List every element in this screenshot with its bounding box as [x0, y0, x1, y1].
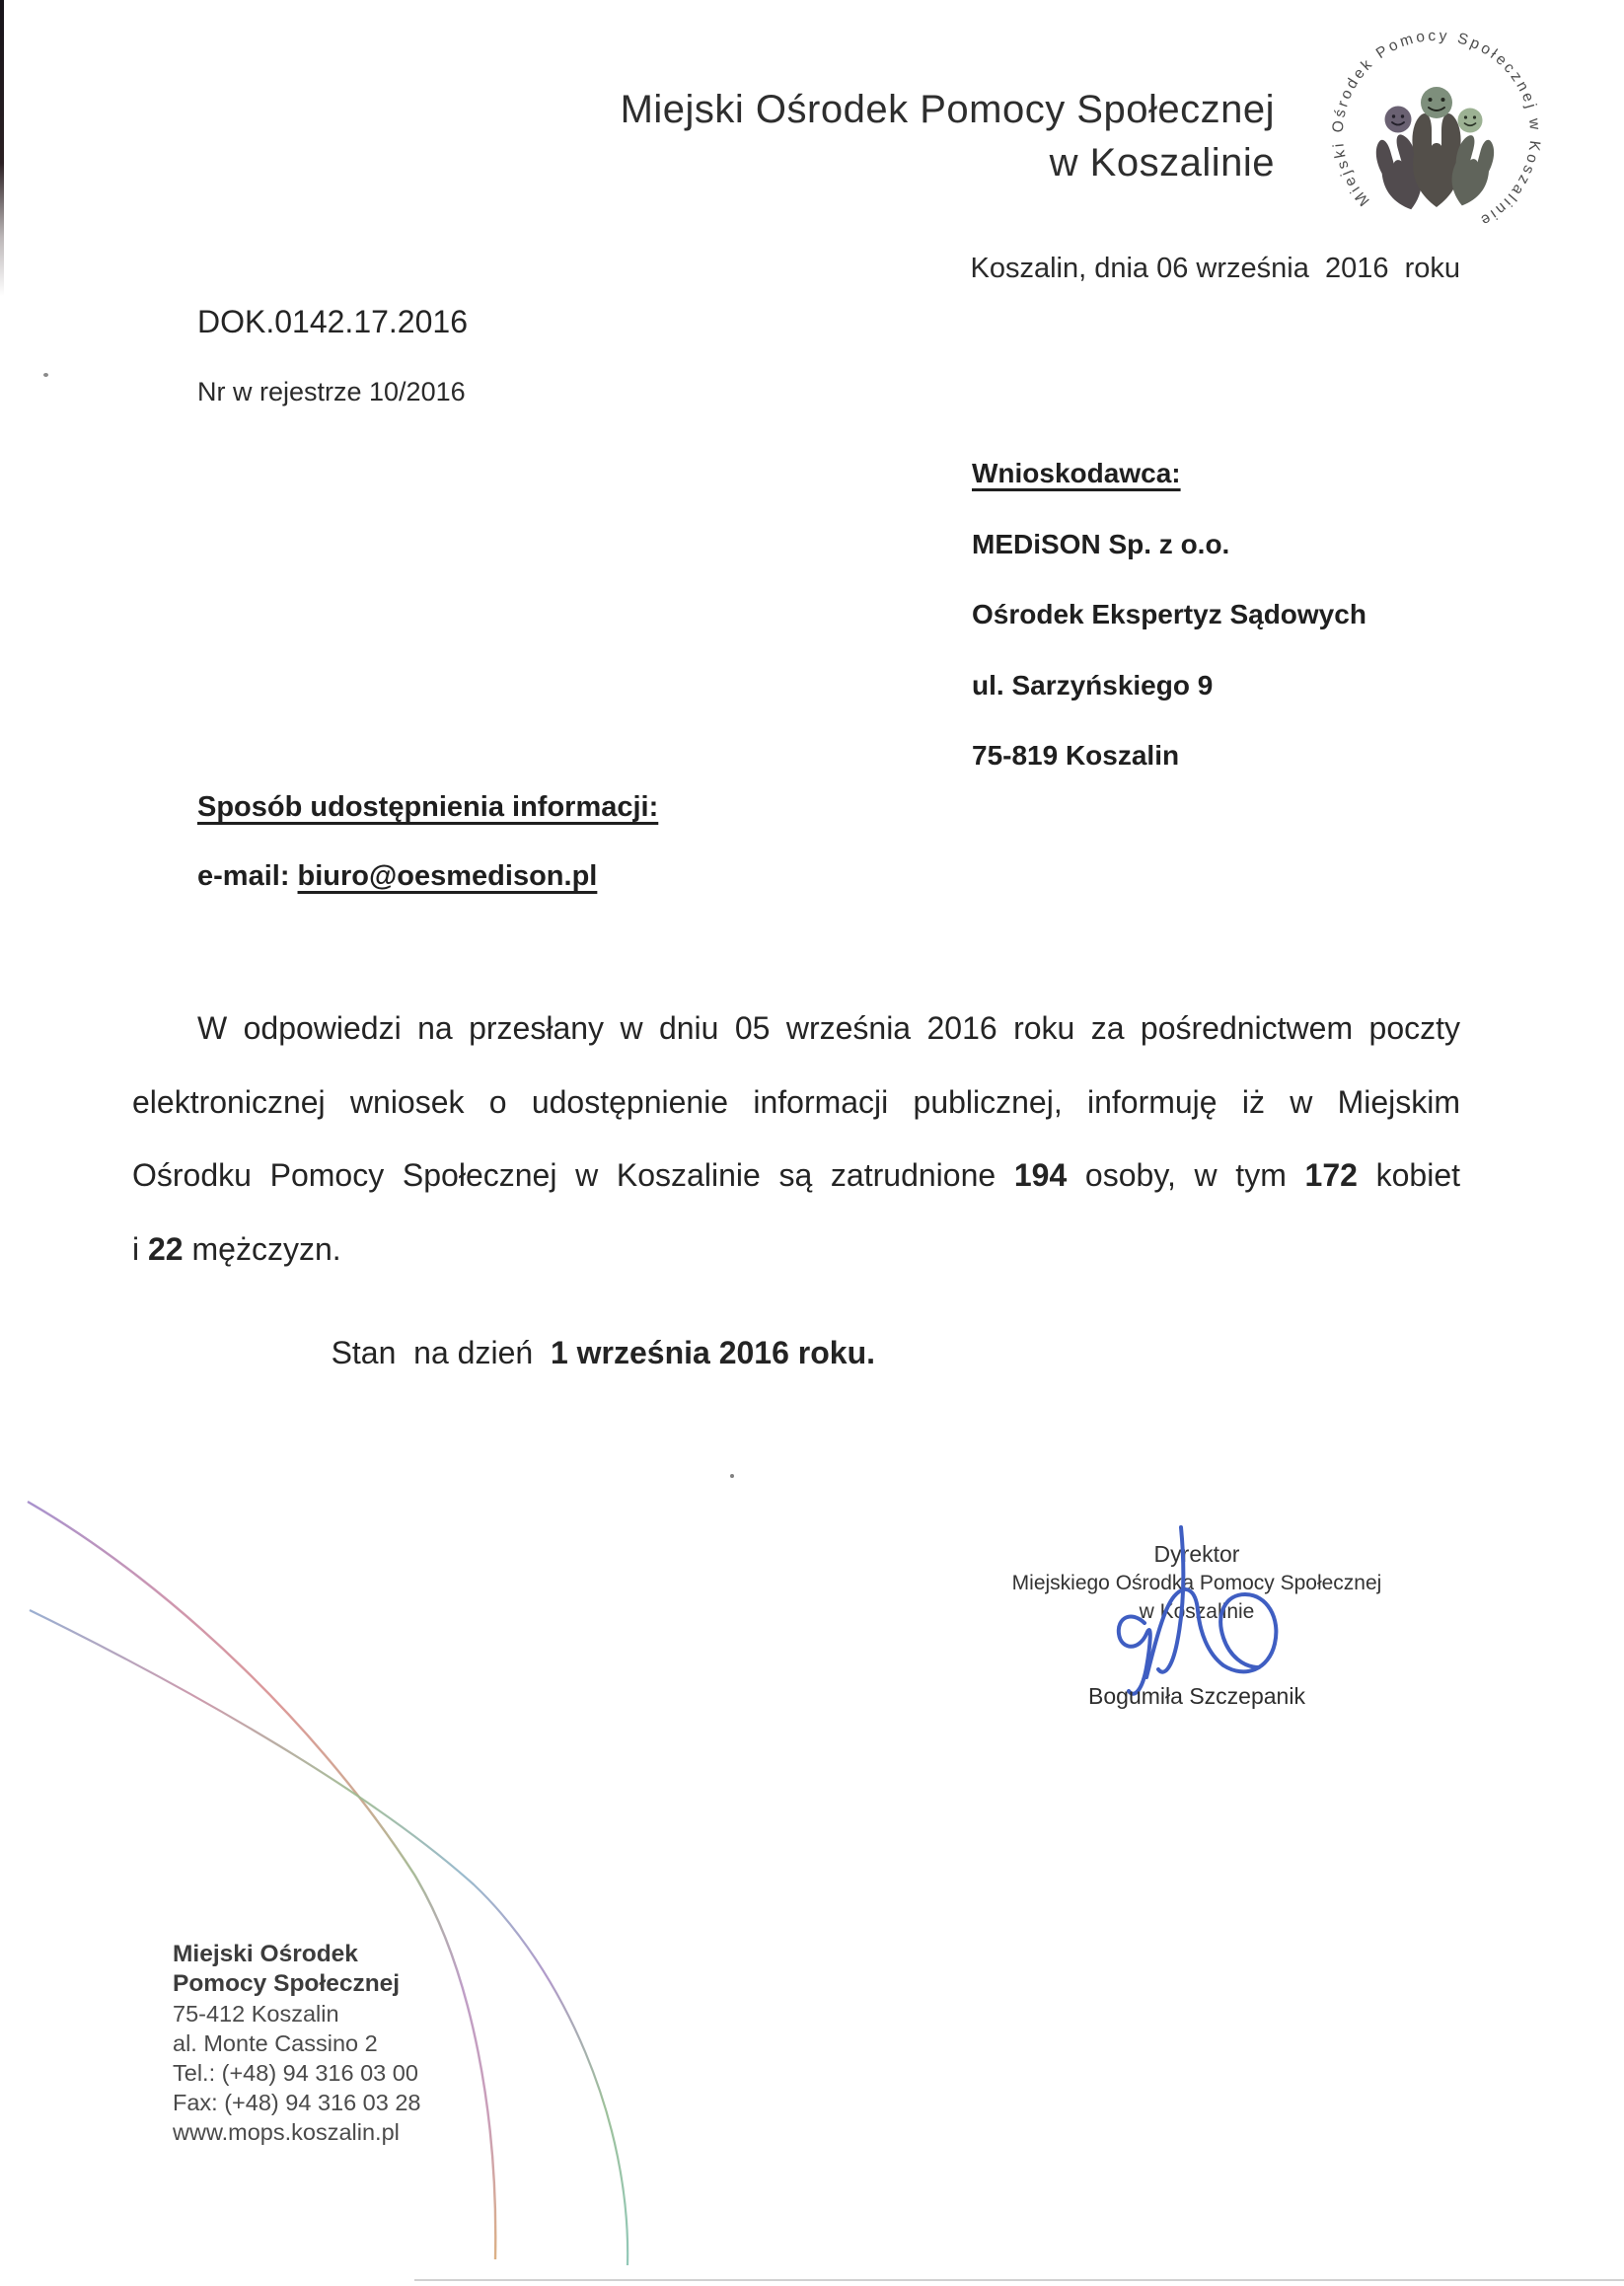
applicant-line: Ośrodek Ekspertyz Sądowych	[972, 599, 1366, 629]
applicant-line: ul. Sarzyńskiego 9	[972, 669, 1214, 701]
footer-line: Fax: (+48) 94 316 03 28	[173, 2090, 421, 2115]
mops-logo	[1320, 18, 1553, 251]
document-number: DOK.0142.17.2016	[197, 304, 468, 339]
email-address-link[interactable]: biuro@oesmedison.pl	[297, 860, 598, 892]
footer-line: Tel.: (+48) 94 316 03 00	[173, 2060, 418, 2086]
signatory-org-line2: w Koszalinie	[1139, 1600, 1255, 1623]
footer-contact-block	[173, 1940, 421, 2147]
footer-line: Pomocy Społecznej	[173, 1970, 401, 1997]
org-title-line2: w Koszalinie	[1049, 141, 1275, 184]
body-paragraph-line: Ośrodku Pomocy Społecznej w Koszalinie są zatrudnione 194 osoby, w tym 172 kobiet	[132, 1157, 1461, 1193]
body-paragraph-line: elektronicznej wniosek o udostępnienie informacji publicznej, informuję iż w Miejskim	[132, 1083, 1460, 1120]
applicant-line: MEDiSON Sp. z o.o.	[972, 528, 1230, 559]
signatory-name: Bogumiła Szczepanik	[1088, 1683, 1305, 1709]
footer-line: www.mops.koszalin.pl	[173, 2119, 400, 2145]
logo-head-middle	[1421, 87, 1452, 118]
date-line: Koszalin, dnia 06 września 2016 roku	[970, 253, 1460, 284]
applicant-heading: Wnioskodawca:	[972, 458, 1181, 488]
scan-speck	[43, 373, 48, 377]
footer-line: al. Monte Cassino 2	[173, 2030, 378, 2056]
letterhead-header	[553, 85, 1275, 191]
scan-artifact-left-edge	[0, 0, 4, 296]
body-paragraph-line: W odpowiedzi na przesłany w dniu 05 września 2016 roku za pośrednictwem poczty	[197, 1010, 1460, 1046]
scan-artifact-bottom-edge	[414, 2279, 1624, 2281]
logo-head-right	[1458, 109, 1483, 133]
status-line	[296, 1298, 875, 1408]
email-line	[197, 860, 597, 893]
signatory-title: Dyrektor	[1153, 1541, 1240, 1567]
status-date: 1 września 2016 roku.	[550, 1335, 875, 1370]
delivery-heading: Sposób udostępnienia informacji:	[197, 791, 659, 823]
org-title-line1: Miejski Ośrodek Pomocy Społecznej	[620, 88, 1275, 131]
body-paragraph	[132, 992, 1460, 1286]
logo-head-left	[1385, 107, 1412, 133]
email-label: e-mail:	[197, 860, 298, 892]
handwritten-signature	[1075, 1519, 1332, 1707]
registry-number: Nr w rejestrze 10/2016	[197, 377, 466, 406]
body-paragraph-line: i 22 mężczyzn.	[132, 1230, 341, 1267]
scan-speck	[730, 1474, 734, 1478]
applicant-block	[972, 438, 1366, 791]
signatory-org-line1: Miejskiego Ośrodka Pomocy Społecznej	[1011, 1572, 1382, 1594]
logo-circular-text: Miejski Ośrodek Pomocy Społecznej w Koszalinie	[1329, 27, 1544, 231]
footer-line: Miejski Ośrodek	[173, 1941, 358, 1967]
footer-line: 75-412 Koszalin	[173, 2001, 339, 2027]
applicant-line: 75-819 Koszalin	[972, 740, 1180, 771]
status-prefix: Stan na dzień	[331, 1335, 551, 1370]
